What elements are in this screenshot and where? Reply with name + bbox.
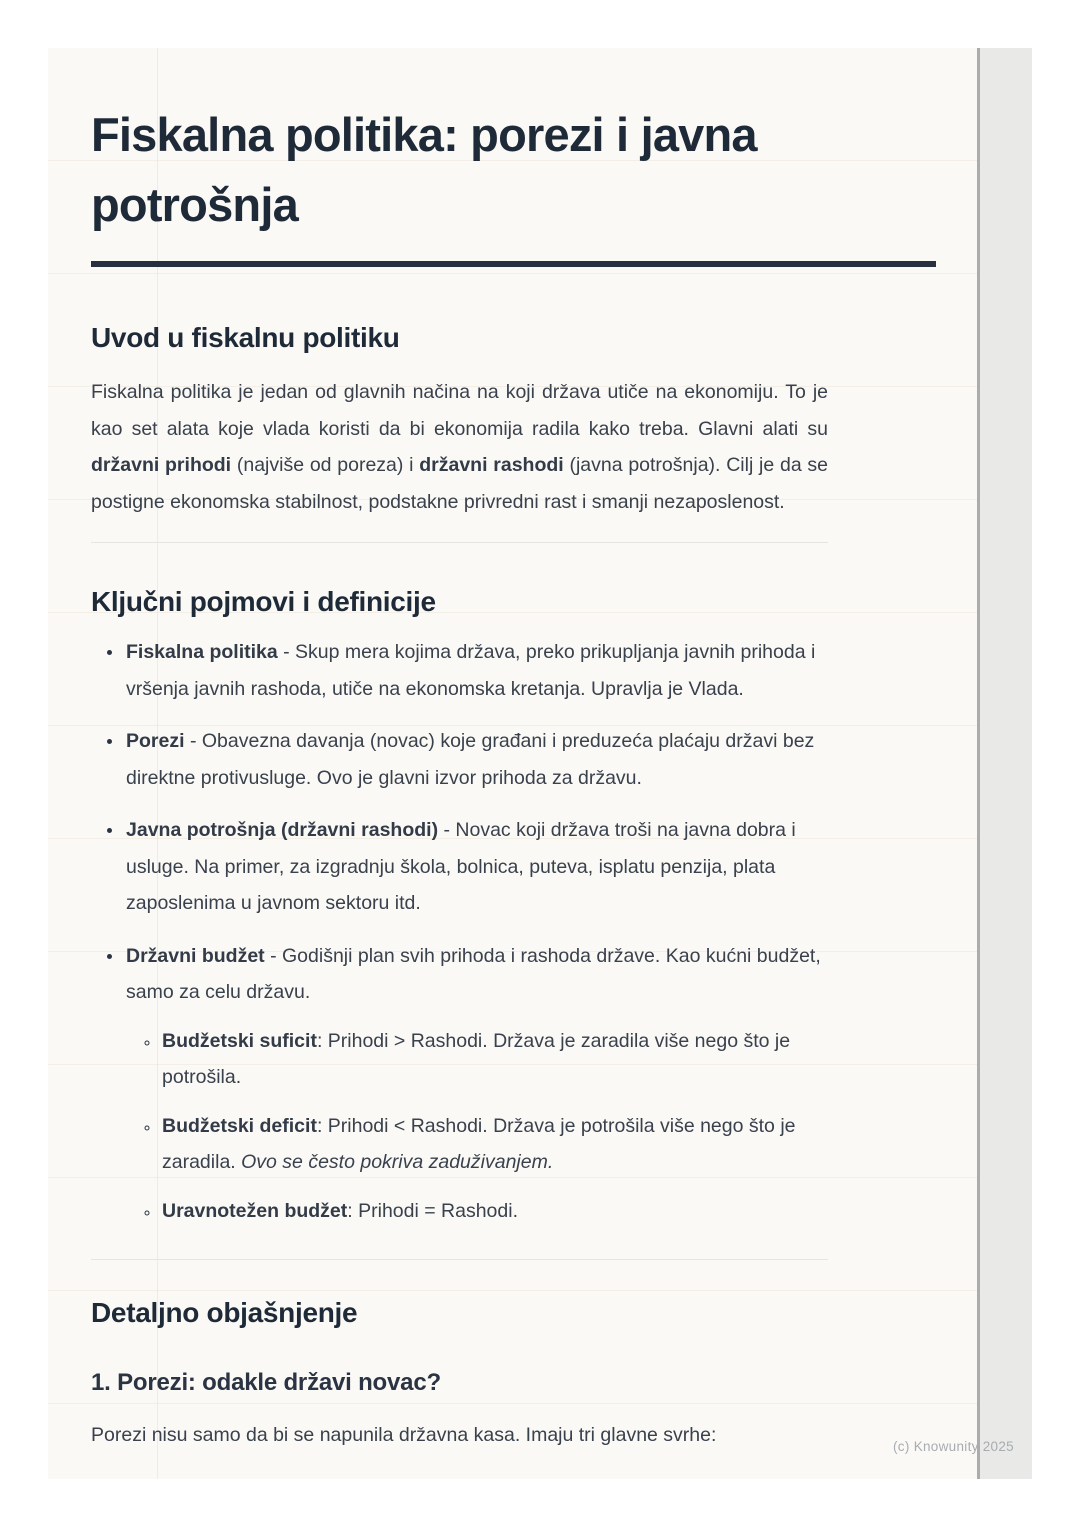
term-label: Fiskalna politika — [126, 641, 278, 663]
sub-list-item — [160, 1193, 828, 1230]
key-terms-list — [91, 634, 828, 1229]
term-description-italic: Ovo se često pokriva zaduživanjem. — [241, 1151, 554, 1173]
document-body — [91, 321, 828, 1454]
subsection-heading-taxes: 1. Porezi: odakle državi novac? — [91, 1369, 441, 1396]
term-description: - Skup mera kojima država, preko prikupljanja javnih prihoda i vršenja javnih rashoda, utiče na ekonomska kretanja. Upravlja je Vlada. — [126, 641, 816, 700]
title-underline-rule — [91, 261, 936, 267]
list-item — [124, 723, 828, 796]
term-label: Porezi — [126, 730, 185, 752]
term-description: - Obavezna davanja (novac) koje građani i preduzeća plaćaju državi bez direktne protivusluge. Ovo je glavni izvor prihoda za državu. — [126, 730, 815, 789]
sub-list-item — [160, 1108, 828, 1181]
page-title: Fiskalna politika: porezi i javna potrošnja — [91, 108, 757, 231]
list-item — [124, 812, 828, 922]
intro-paragraph-segment: Fiskalna politika je jedan od glavnih načina na koji država utiče na ekonomiju. To je kao set alata koje vlada koristi da bi ekonomija radila kako treba. Glavni alati su — [91, 381, 828, 440]
term-description: - Novac koji država troši na javna dobra i usluge. Na primer, za izgradnju škola, bolnica, puteva, isplatu penzija, plata zaposlenima u javnom sektoru itd. — [126, 819, 796, 914]
section-heading-intro: Uvod u fiskalnu politiku — [91, 322, 400, 353]
list-item — [124, 938, 828, 1230]
term-description: - Godišnji plan svih prihoda i rashoda države. Kao kućni budžet, samo za celu državu. — [126, 944, 821, 1003]
detailed-intro-paragraph: Porezi nisu samo da bi se napunila državna kasa. Imaju tri glavne svrhe: — [91, 1424, 717, 1446]
note-page — [48, 48, 977, 1479]
section-divider — [91, 542, 828, 543]
budget-sub-list — [126, 1023, 828, 1230]
section-heading-key-terms: Ključni pojmovi i definicije — [91, 586, 436, 617]
section-divider — [91, 1259, 828, 1260]
term-description: : Prihodi > Rashodi. Država je zaradila više nego što je potrošila. — [162, 1029, 791, 1088]
term-label: Državni budžet — [126, 944, 265, 967]
sub-list-item — [160, 1023, 828, 1096]
term-label: Budžetski deficit — [162, 1114, 317, 1137]
intro-paragraph-bold-term: državni rashodi — [419, 454, 564, 476]
term-label: Budžetski suficit — [162, 1029, 317, 1052]
intro-paragraph-segment: (javna potrošnja). Cilj je da se postigne ekonomska stabilnost, podstakne privredni rast i smanji nezaposlenost. — [91, 454, 829, 513]
term-description: : Prihodi < Rashodi. Država je potrošila više nego što je zaradila. — [162, 1114, 796, 1173]
list-item — [124, 634, 828, 707]
term-description: : Prihodi = Rashodi. — [347, 1199, 519, 1222]
intro-paragraph — [91, 374, 828, 520]
watermark: (c) Knowunity 2025 — [893, 1439, 1014, 1454]
intro-paragraph-segment: (najviše od poreza) i — [231, 454, 420, 476]
section-heading-detailed: Detaljno objašnjenje — [91, 1297, 358, 1328]
intro-paragraph-bold-term: državni prihodi — [91, 454, 232, 476]
page-content — [48, 48, 977, 1454]
next-page-edge — [977, 48, 1032, 1479]
term-label: Uravnotežen budžet — [162, 1199, 348, 1222]
term-label: Javna potrošnja (državni rashodi) — [126, 819, 439, 841]
